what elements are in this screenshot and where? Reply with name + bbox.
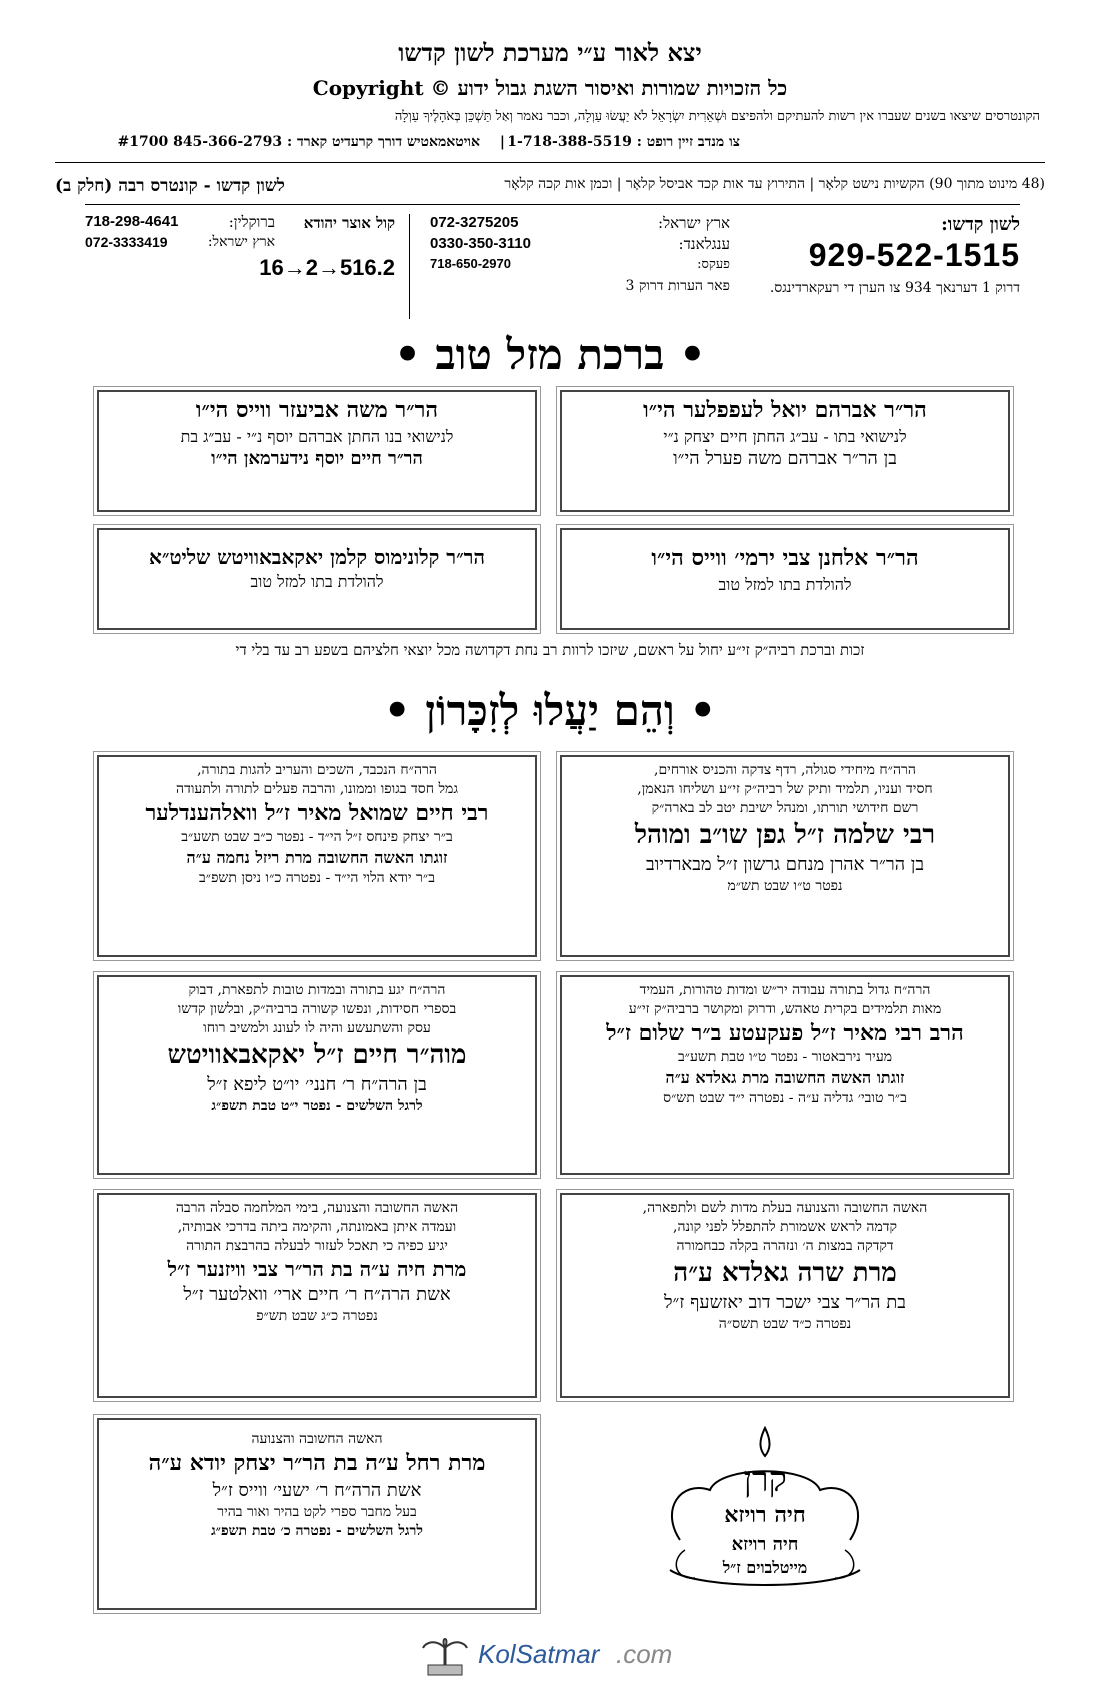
logo-name: חיה רויזא [724,1502,806,1528]
brooklyn-phone: 718-298-4641 [85,213,179,230]
memorial-card [560,755,1010,957]
header-title: יצא לאור ע״י מערכת לשון קדשו [398,38,702,67]
card-line: רבי חיים שמואל מאיר ז״ל וואלהענדלער [145,799,489,826]
card-line: הרב רבי מאיר ז״ל פעקעטע ב״ר שלום ז״ל [606,1019,964,1046]
divider [55,162,1045,163]
mazal-tov-card [97,390,537,512]
card-line: בן הרה״ח ר׳ חנני׳ יו״ט ליפא ז״ל [207,1073,427,1095]
card-line: מעיר נירבאטור - נפטר ט״ו טבת תשע״ב [677,1049,893,1066]
card-line: בספרי חסידות, ונפשו קשורה ברביה״ק, ובלשון קדשו [177,1000,457,1017]
card-line: עסק והשתעשע והיה לו לעונג ולמשיב רוחו [203,1019,431,1036]
card-line: הרה״ח גדול בתורה עבודה יר״ש ומדות טהורות, העמיד [639,982,931,998]
card-line: בעל מחבר ספרי לקט בהיר ואור בהיר [217,1503,417,1520]
kol-otzar-contact [85,214,395,319]
card-line: הר״ר אברהם יואל לעפפלער הי״ו [643,397,927,423]
card-line: זוגתו האשה החשובה מרת גאלדא ע״ה [665,1068,905,1088]
zchus-line: זכות וברכת רביה״ק זי״ע יחול על ראשם, שיזכו לרוות רב נחת דקדושה מכל יוצאי חלציהם בשפע רב עד בלי די [235,641,865,659]
keren-logo [640,1420,890,1610]
logo-name-small: חיה רויזא [731,1534,799,1555]
card-line: להולדת בתו למזל טוב [250,572,384,591]
card-line: אשת הרה״ח ר׳ ישעי׳ ווייס ז״ל [212,1479,422,1501]
card-line: רבי שלמה ז״ל גפן שו״ב ומוהל [634,819,936,850]
card-line: רשם חידושי תורתו, ומנהל ישיבת יטב לב בארה״ק [651,799,919,816]
lashon-phone: 929-522-1515 [808,237,1020,273]
card-line: בן הר״ר אברהם משה פערל הי״ו [673,448,897,470]
credit-card-line: אויטאמאטיש דורך קרעדיט קארד : 845-366-2793 #1700 [117,134,480,150]
card-line: נפטרה כ״ג שבט תש״פ [256,1307,378,1324]
card-line: בת הר״ר צבי ישכר דוב יאזשעף ז״ל [664,1291,906,1313]
contact-block [85,214,1020,319]
card-line: לרגל השלשים - נפטר י״ט טבת תשפ״ג [211,1098,423,1115]
card-line: הרה״ח מיחידי סגולה, רדף צדקה והכניס אורחים, [654,762,916,778]
print-info: דרוק 1 דערנאך 934 צו הערן די רעקארדינגס. [769,280,1020,296]
card-line: לנישואי בנו החתן אברהם יוסף נ״י - עב״ג בת [180,426,454,446]
brooklyn-label: ברוקלין: [228,213,275,231]
card-line: קדמה לראש אשמורת להתפלל לפני קונה, [673,1218,897,1235]
series-strip [55,176,1045,196]
card-line: הרה״ח יגע בתורה ובמדות טובות לתפארת, דבוק [188,982,446,998]
memorial-card [560,1193,1010,1398]
donation-phone: צו מנדב זיין רופט : 1-718-388-5519 [507,134,740,150]
card-line: הר״ר משה אביעזר ווייס הי״ו [195,397,439,423]
card-line: מרת רחל ע״ה בת הר״ר יצחק יודא ע״ה [148,1449,486,1476]
card-line: הרה״ח הנכבד, השכים והעריב להגות בתורה, [197,762,437,778]
israel2-label: ארץ ישראל: [207,234,275,250]
memorial-title: • וְהֵם יַעֲלוּ לְזִכָּרוֹן • [383,686,717,735]
card-line: מרת חיה ע״ה בת הר״ר צבי וויזנער ז״ל [167,1256,467,1281]
logo-keren: קרן [743,1460,787,1500]
mazal-tov-card [560,528,1010,630]
memorial-card [97,1418,537,1610]
card-line: מאות תלמידים בקרית טאהש, ודרוק ומקושר ברביה״ק זי״ע [628,1000,942,1017]
card-line: לנישואי בתו - עב״ג החתן חיים יצחק נ״י [663,426,907,446]
footer-site-tld: .com [616,1639,673,1669]
notes-line: פאר הערות דרוק 3 [625,278,730,294]
footer-brand [420,1633,740,1678]
lashon-label: לשון קדשו: [941,214,1020,235]
card-line: להולדת בתו למזל טוב [718,574,852,594]
card-line: חסיד ועניו, תלמיד ותיק של רביה״ק זי״ע ושליחו הנאמן, [637,780,933,797]
card-line: ועמדה איתן באמונתה, והקימה ביתה בדרכי אבותיה, [177,1218,457,1235]
kol-label: קול אוצר יהודא [303,214,395,232]
israel-label: ארץ ישראל: [658,214,730,232]
mazal-tov-card [97,528,537,630]
logo-surname: מייטלבוים ז״ל [722,1558,808,1577]
card-line: נפטר ט״ו שבט תש״מ [727,878,843,895]
card-line: מרת שרה גאלדא ע״ה [673,1257,897,1288]
card-line: דקדקה במצות ה׳ ונזהרה בקלה כבחמורה [676,1237,894,1254]
memorial-card [560,975,1010,1175]
israel2-phone: 072-3333419 [85,234,168,250]
lashon-kodsho-contact [740,214,1020,319]
mazal-tov-card [560,390,1010,512]
extension: 16→2→516.2 [259,255,395,280]
memorial-card [97,975,537,1175]
regional-contacts [430,214,730,319]
series-title: לשון קדשו - קונטרס רבה (חלק ב) [55,176,285,196]
israel-phone: 072-3275205 [430,214,519,231]
card-line: האשה החשובה והצנועה, בימי המלחמה סבלה הרבה [175,1200,459,1216]
card-line: יגיע כפיה כי תאכל לעזור לבעלה בהרבצת התורה [186,1237,448,1254]
card-line: זוגתו האשה החשובה מרת ריזל נחמה ע״ה [186,848,448,868]
card-line: בן הר״ר אהרן מנחם גרשון ז״ל מבארדיוב [645,853,925,875]
card-line: האשה החשובה והצנועה בעלת מדות לשם ולתפארה, [642,1200,928,1216]
england-phone: 0330-350-3110 [430,235,531,252]
memorial-card [97,1193,537,1398]
card-line: נפטרה כ״ד שבט תשס״ה [718,1316,852,1333]
copyright-notice: הקונטרסים שיצאו בשנים שעברו אין רשות להעתיקם ולהפיצם וּשְׁאֵרִית יִשְׂרָאֵל לֹא יַעֲשׂוּ עַוְלָה, וכבר נאמר וְאַל תַּשְׁכֵּן בְּאֹהָלֶיךָ עַוְלָה [394,109,1040,124]
card-line: האשה החשובה והצנועה [251,1431,383,1447]
card-line: הר״ר קלונימוס קלמן יאקאבאוויטש שליט״א [149,545,485,569]
england-label: ענגלאנד: [678,235,730,253]
card-line: אשת הרה״ח ר׳ חיים ארי׳ וואלטער ז״ל [183,1283,451,1305]
card-line: לרגל השלשים - נפטרה כ׳ טבת תשפ״ג [211,1522,423,1539]
divider [409,214,410,319]
card-line: ב״ר יודא הלוי הי״ד - נפטרה כ״ו ניסן תשפ״ב [199,869,435,886]
copyright-line: כל הזכויות שמורות ואיסור השגת גבול ידוע © Copyright [312,76,788,100]
series-status: (48 מינוט מתוך 90) הקשיות נישט קלאָר | התירוץ עד אות קכד אביסל קלאָר | וכמן אות קכה קלאָר [504,176,1045,192]
footer-site-name: KolSatmar [478,1639,600,1669]
card-line: ב״ר יצחק פינחס ז״ל הי״ד - נפטר כ״ב שבט תשע״ב [181,829,453,846]
fax-label: פעקס: [697,257,730,272]
card-line: הר״ר חיים יוסף נידערמאן הי״ו [211,448,423,470]
card-line: מוה״ר חיים ז״ל יאקאבאוויטש [167,1039,467,1070]
palm-tree-icon [420,1633,470,1678]
memorial-card [97,755,537,957]
card-line: גמל חסד בגופו וממונו, והרבה פעלים לתורה ולתעודה [176,780,458,797]
mazal-tov-title: • ברכת מזל טוב • [394,330,706,379]
card-line: ב״ר טובי׳ גדליה ע״ה - נפטרה י״ד שבט תש״ס [663,1089,907,1106]
card-line: הר״ר אלחנן צבי ירמי׳ ווייס הי״ו [651,545,919,571]
fax-phone: 718-650-2970 [430,256,511,271]
divider [85,204,1020,205]
